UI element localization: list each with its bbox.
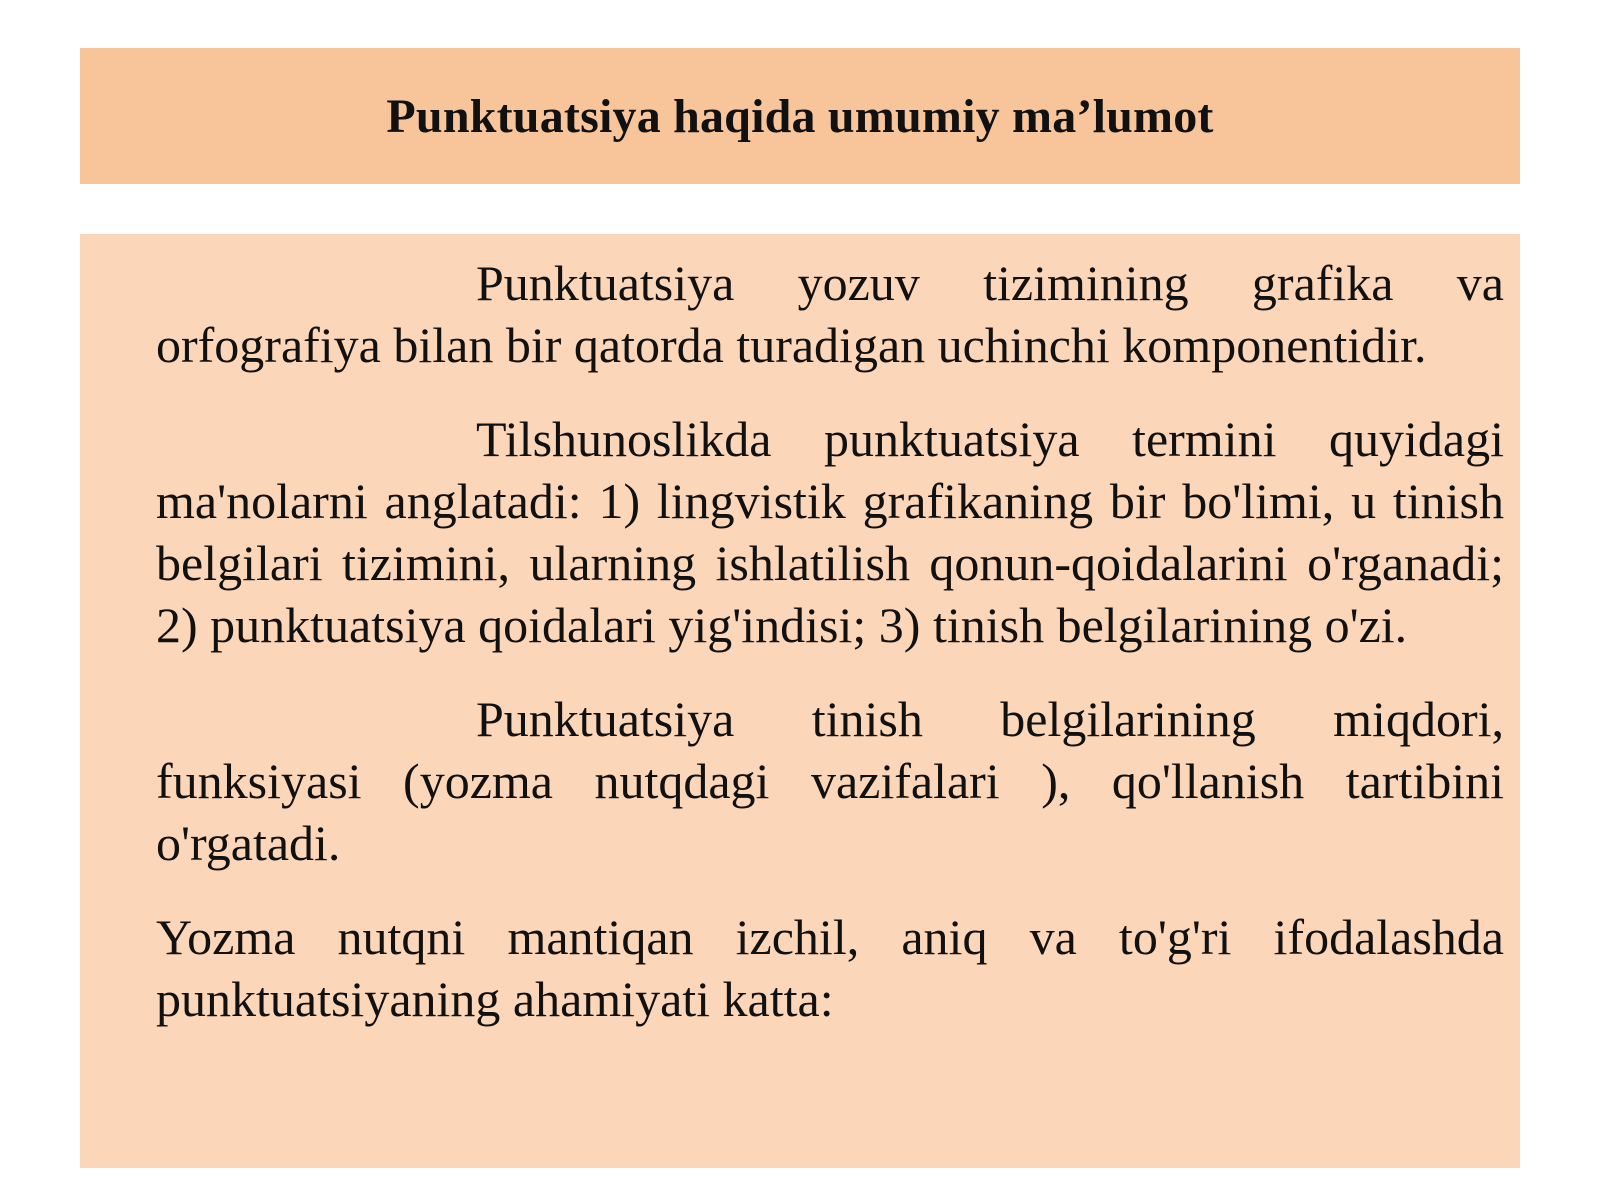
paragraph-1: Punktuatsiya yozuv tizimining grafika va orfografiya bilan bir qatorda turadigan uchinchi komponentidir. bbox=[156, 255, 1504, 373]
paragraph-4: Yozma nutqni mantiqan izchil, aniq va to'g'ri ifodalashda punktuatsiyaning ahamiyati katta: bbox=[156, 909, 1504, 1027]
paragraph-3: Punktuatsiya tinish belgilarining miqdori, funksiyasi (yozma nutqdagi vazifalari ), qo'llanish tartibini o'rgatadi. bbox=[156, 691, 1504, 871]
title-banner bbox=[80, 48, 1520, 184]
paragraph-2: Tilshunoslikda punktuatsiya termini quyidagi ma'nolarni anglatadi: 1) lingvistik grafikaning bir bo'limi, u tinish belgilari tizimini, ularning ishlatilish qonun-qoidalarini o'rganadi; 2) punktuatsiya qoidalari yig'indisi; 3) tinish belgilarining o'zi. bbox=[156, 411, 1504, 653]
slide-title: Punktuatsiya haqida umumiy ma’lumot bbox=[386, 89, 1214, 143]
content-text-block bbox=[156, 252, 1504, 1030]
